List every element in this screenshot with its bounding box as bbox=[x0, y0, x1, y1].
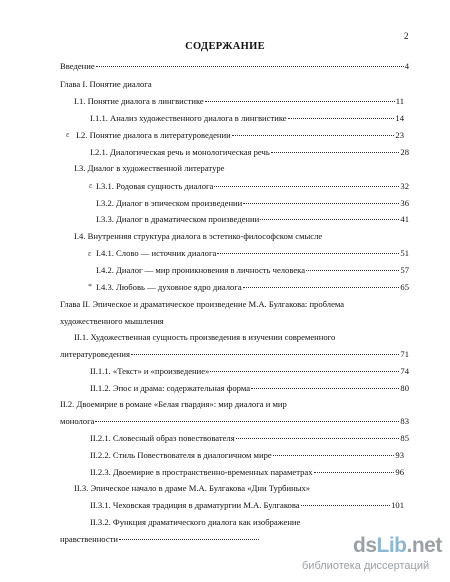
page-number: 2 bbox=[404, 31, 409, 41]
toc-entry-1-3-2[interactable] bbox=[96, 197, 409, 209]
page-title: СОДЕРЖАНИЕ bbox=[185, 41, 265, 52]
dot-leader bbox=[251, 388, 399, 389]
dot-leader bbox=[288, 118, 395, 119]
toc-entry-page: 11 bbox=[395, 96, 404, 106]
toc-entry-1-3-1[interactable] bbox=[96, 180, 409, 192]
toc-entry-label: II.1.1. «Текст» и «произведение» bbox=[90, 366, 210, 376]
dot-leader bbox=[243, 203, 399, 204]
toc-section-1-3[interactable]: I.3. Диалог в художественной литературе bbox=[74, 163, 225, 173]
toc-section-2-2[interactable]: II.2. Двоемирие в романе «Белая гвардия»: мир диалога и мир bbox=[60, 399, 287, 409]
margin-mark: ɛ bbox=[89, 181, 93, 190]
logo-part-net: .net bbox=[406, 534, 442, 557]
dot-leader bbox=[95, 421, 399, 422]
toc-entry-page: 80 bbox=[400, 383, 409, 393]
toc-entry-page: 85 bbox=[400, 433, 409, 443]
toc-entry-page: 93 bbox=[395, 450, 404, 460]
toc-entry-1-3-3[interactable] bbox=[96, 213, 409, 225]
toc-entry-2-2[interactable] bbox=[60, 415, 409, 427]
toc-section-2-3[interactable]: II.3. Эпическое начало в драме М.А. Булгакова «Дни Турбиных» bbox=[74, 483, 311, 493]
toc-entry-label: I.3.1. Родовая сущность диалога bbox=[96, 181, 214, 191]
toc-entry-1-4-2[interactable] bbox=[96, 264, 409, 276]
toc-entry-2-3-2[interactable]: II.3.2. Функция драматического диалога как изображение bbox=[90, 517, 301, 527]
toc-entry-page: 71 bbox=[400, 349, 409, 359]
dot-leader bbox=[243, 287, 400, 288]
toc-entry-label: I.4.2. Диалог — мир проникновения в личность человека bbox=[96, 265, 306, 275]
toc-section-2-1[interactable]: II.1. Художественная сущность произведения в изучении современного bbox=[74, 332, 336, 342]
toc-entry-1-1[interactable] bbox=[74, 95, 404, 107]
logo-part-ds: ds bbox=[353, 534, 377, 557]
toc-entry-2-1-2[interactable] bbox=[90, 382, 409, 394]
dot-leader bbox=[306, 270, 399, 271]
toc-entry-2-3-2-cont bbox=[60, 533, 260, 545]
toc-entry-label: I.1. Понятие диалога в лингвистике bbox=[74, 96, 204, 106]
dot-leader bbox=[205, 101, 395, 102]
dot-leader bbox=[232, 135, 395, 136]
toc-entry-introduction[interactable] bbox=[60, 60, 409, 72]
logo-part-lib: Lib bbox=[376, 534, 407, 557]
dslib-logo bbox=[353, 534, 442, 558]
toc-entry-page: 41 bbox=[400, 214, 409, 224]
toc-entry-page: 96 bbox=[395, 467, 404, 477]
margin-mark: * bbox=[88, 282, 92, 291]
dot-leader bbox=[314, 472, 395, 473]
toc-entry-1-2-1[interactable] bbox=[90, 146, 409, 158]
dot-leader bbox=[214, 186, 399, 187]
margin-mark: ɛ bbox=[88, 249, 92, 258]
toc-entry-1-2[interactable] bbox=[76, 129, 404, 141]
toc-entry-label: I.1.1. Анализ художественного диалога в лингвистике bbox=[90, 113, 287, 123]
dot-leader bbox=[96, 66, 404, 67]
toc-entry-label: II.2.2. Стиль Повествователя в диалогичном мире bbox=[90, 450, 272, 460]
toc-entry-page: 101 bbox=[391, 500, 404, 510]
toc-chapter-2-cont: художественного мышления bbox=[60, 316, 164, 326]
toc-chapter-2[interactable]: Глава II. Эпическое и драматическое произведение М.А. Булгакова: проблема bbox=[60, 299, 345, 309]
dot-leader bbox=[236, 438, 400, 439]
dot-leader bbox=[119, 539, 259, 540]
toc-entry-label: I.4.1. Слово — источник диалога bbox=[96, 248, 217, 258]
toc-entry-page: 51 bbox=[400, 248, 409, 258]
toc-entry-label: II.2.3. Двоемирие в пространственно-временных параметрах bbox=[90, 467, 313, 477]
toc-entry-page: 28 bbox=[400, 147, 409, 157]
toc-entry-label: II.2.1. Словесный образ повествователя bbox=[90, 433, 235, 443]
toc-entry-page: 4 bbox=[404, 61, 409, 71]
toc-entry-1-4-1[interactable] bbox=[96, 247, 409, 259]
margin-mark: ɛ bbox=[66, 130, 70, 139]
toc-entry-label: нравственности bbox=[60, 534, 118, 544]
toc-entry-page: 23 bbox=[395, 130, 404, 140]
toc-entry-2-2-2[interactable] bbox=[90, 449, 404, 461]
toc-section-1-4[interactable]: I.4. Внутренняя структура диалога в эстетико-философском смысле bbox=[74, 231, 323, 241]
toc-chapter-1[interactable]: Глава I. Понятие диалога bbox=[60, 79, 152, 89]
toc-entry-label: Введение bbox=[60, 61, 95, 71]
toc-entry-page: 36 bbox=[400, 198, 409, 208]
dot-leader bbox=[271, 152, 400, 153]
toc-entry-2-2-1[interactable] bbox=[90, 432, 409, 444]
toc-entry-label: I.2. Понятие диалога в литературоведении bbox=[76, 130, 231, 140]
toc-entry-2-1[interactable] bbox=[60, 348, 409, 360]
toc-entry-1-1-1[interactable] bbox=[90, 112, 404, 124]
dot-leader bbox=[273, 455, 395, 456]
dot-leader bbox=[210, 371, 399, 372]
toc-entry-1-4-3[interactable] bbox=[96, 281, 409, 293]
toc-entry-label: литературоведения bbox=[60, 349, 130, 359]
toc-entry-label: I.3.2. Диалог в эпическом произведении bbox=[96, 198, 243, 208]
toc-entry-label: I.3.3. Диалог в драматическом произведении bbox=[96, 214, 260, 224]
dot-leader bbox=[131, 354, 399, 355]
toc-entry-2-2-3[interactable] bbox=[90, 466, 404, 478]
toc-entry-label: I.2.1. Диалогическая речь и монологическая речь bbox=[90, 147, 270, 157]
toc-entry-page: 65 bbox=[400, 282, 409, 292]
toc-entry-2-1-1[interactable] bbox=[90, 365, 409, 377]
dot-leader bbox=[260, 219, 399, 220]
toc-entry-label: I.4.3. Любовь — духовное ядро диалога bbox=[96, 282, 242, 292]
toc-entry-page: 83 bbox=[400, 416, 409, 426]
toc-entry-label: II.3.1. Чеховская традиция в драматургии М.А. Булгакова bbox=[90, 500, 300, 510]
toc-entry-page: 57 bbox=[400, 265, 409, 275]
toc-entry-page: 74 bbox=[400, 366, 409, 376]
toc-entry-page: 14 bbox=[395, 113, 404, 123]
watermark-subtitle: библиотека диссертаций bbox=[302, 560, 430, 572]
dot-leader bbox=[217, 253, 399, 254]
dot-leader bbox=[301, 505, 390, 506]
toc-entry-label: II.1.2. Эпос и драма: содержательная форма bbox=[90, 383, 251, 393]
toc-entry-page: 32 bbox=[400, 181, 409, 191]
toc-entry-2-3-1[interactable] bbox=[90, 499, 404, 511]
toc-entry-label: монолога bbox=[60, 416, 95, 426]
